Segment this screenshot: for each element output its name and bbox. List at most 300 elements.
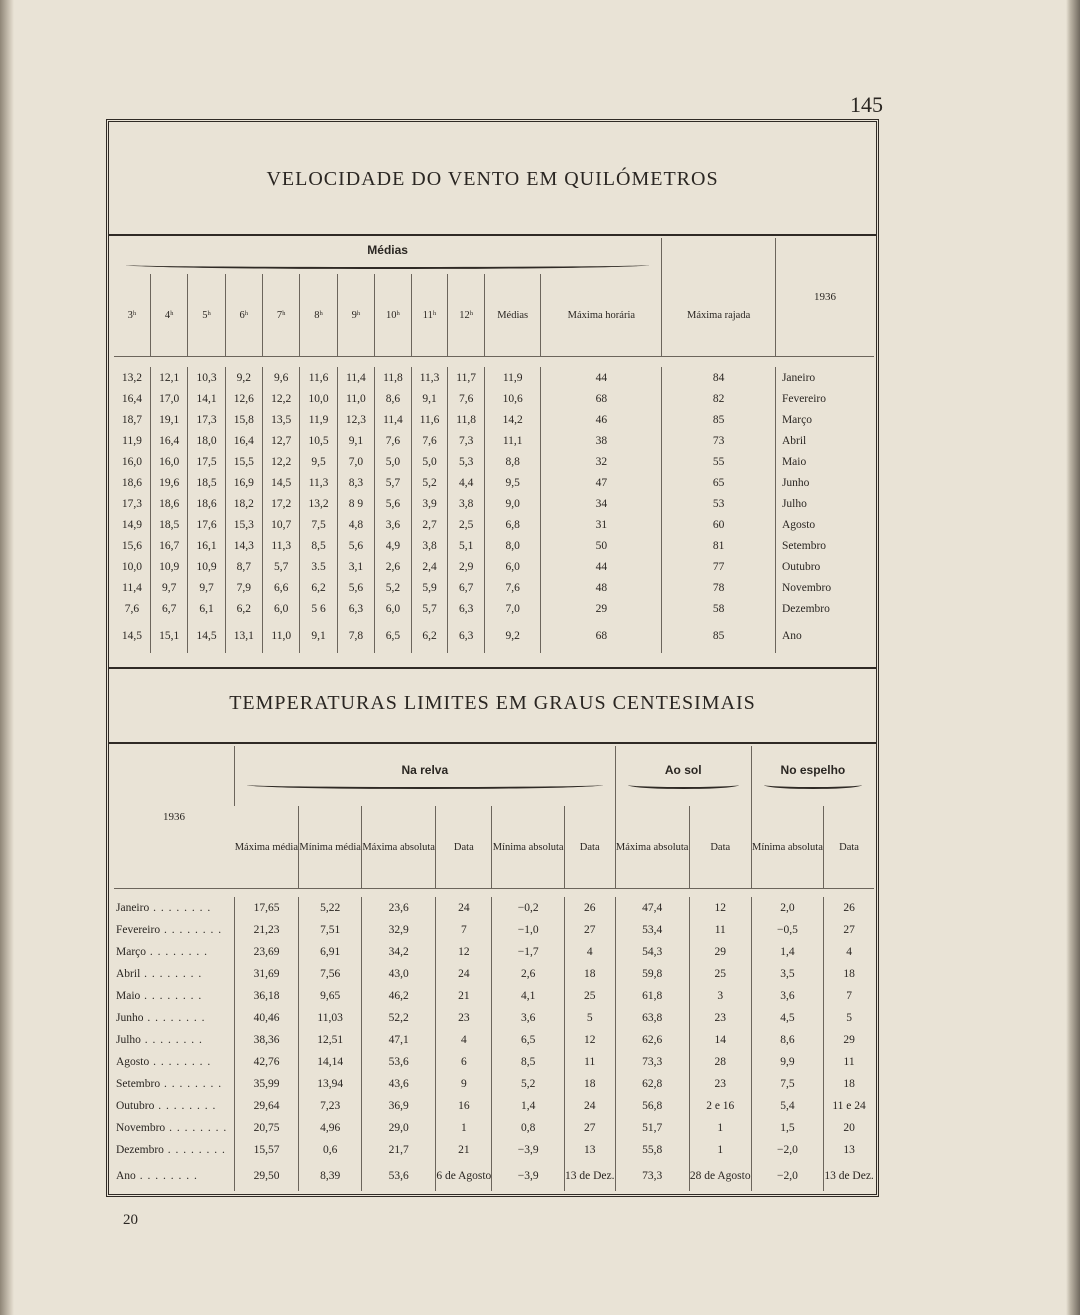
- wind-cell: 11,6: [411, 409, 448, 430]
- wind-cell: 4,4: [448, 472, 485, 493]
- wind-cell: 46: [541, 409, 662, 430]
- wind-row: [114, 493, 874, 514]
- wind-cell: 2,7: [411, 514, 448, 535]
- wind-column-header: 11ʰ: [411, 274, 448, 357]
- wind-cell: 19,6: [150, 472, 187, 493]
- temp-cell: 1,5: [751, 1117, 823, 1139]
- wind-cell: 12,2: [263, 451, 300, 472]
- table-frame: [106, 119, 879, 1197]
- wind-cell: 19,1: [150, 409, 187, 430]
- wind-cell: 9,0: [484, 493, 540, 514]
- temp-cell: 63,8: [615, 1007, 689, 1029]
- wind-cell: 10,3: [188, 367, 225, 388]
- wind-cell: 15,5: [225, 451, 262, 472]
- wind-cell: 5,7: [263, 556, 300, 577]
- wind-year: 1936: [813, 291, 836, 303]
- temp-cell: 25: [564, 985, 615, 1007]
- temp-cell: 47,1: [362, 1029, 436, 1051]
- wind-cell: 31: [541, 514, 662, 535]
- wind-cell: 6,7: [150, 598, 187, 619]
- wind-cell: 16,4: [225, 430, 262, 451]
- temp-month-label: Dezembro . . .: [116, 1144, 226, 1156]
- temp-cell: 3,6: [492, 1007, 564, 1029]
- wind-row: [114, 556, 874, 577]
- wind-cell: 18,7: [121, 413, 143, 426]
- temp-cell: 43,0: [362, 963, 436, 985]
- wind-cell: 10,9: [188, 556, 225, 577]
- temp-cell: 5,4: [751, 1095, 823, 1117]
- wind-cell: 47: [541, 472, 662, 493]
- temp-cell: 42,76: [235, 1051, 299, 1073]
- wind-cell: 11,8: [375, 367, 412, 388]
- temp-cell: 21,7: [362, 1139, 436, 1161]
- temp-row: [114, 1051, 874, 1073]
- wind-cell: 11,1: [484, 430, 540, 451]
- wind-row: [114, 619, 874, 653]
- temp-month-label: Julho . . .: [116, 1034, 203, 1046]
- wind-cell: 6,1: [188, 598, 225, 619]
- temp-cell: 13,94: [299, 1073, 362, 1095]
- wind-cell: 6,7: [448, 577, 485, 598]
- group-no-espelho: No espelho: [780, 763, 846, 777]
- temp-cell: 20,75: [235, 1117, 299, 1139]
- temp-column-header: Data: [564, 806, 615, 889]
- temp-cell: 6: [436, 1051, 492, 1073]
- temp-month-label: Novembro . . .: [116, 1122, 227, 1134]
- brace-mark: [126, 261, 649, 269]
- temp-cell: 53,6: [362, 1051, 436, 1073]
- temp-year: 1936: [163, 811, 185, 823]
- wind-cell: 15,1: [150, 619, 187, 653]
- temp-row: [114, 963, 874, 985]
- wind-cell: 7,6: [448, 388, 485, 409]
- temp-cell: 23,69: [235, 941, 299, 963]
- temp-row: [114, 1029, 874, 1051]
- temp-cell: 11: [564, 1051, 615, 1073]
- page-gutter: [0, 0, 14, 1315]
- temp-cell: 54,3: [615, 941, 689, 963]
- temp-cell: 29: [689, 941, 751, 963]
- wind-cell: 5,6: [337, 577, 374, 598]
- temp-cell: 4,96: [299, 1117, 362, 1139]
- temp-cell: 11: [689, 919, 751, 941]
- wind-column-header: Máxima rajada: [662, 274, 776, 357]
- wind-cell: 7,6: [411, 430, 448, 451]
- wind-cell: 6,5: [375, 619, 412, 653]
- wind-month-label: Março: [775, 409, 874, 430]
- wind-cell: 16,0: [150, 451, 187, 472]
- temp-cell: −3,9: [492, 1139, 564, 1161]
- wind-cell: 15,6: [121, 539, 143, 552]
- temp-cell: 1: [689, 1117, 751, 1139]
- temp-month-label: Janeiro . . .: [116, 902, 211, 914]
- wind-cell: 11,3: [300, 472, 337, 493]
- wind-cell: 3,8: [448, 493, 485, 514]
- wind-cell: 3,8: [411, 535, 448, 556]
- temp-row: [114, 1139, 874, 1161]
- temp-column-header: Mínima absoluta: [751, 806, 823, 889]
- temp-cell: −1,0: [492, 919, 564, 941]
- brace-mark: [628, 781, 739, 789]
- wind-cell: 3,6: [375, 514, 412, 535]
- wind-cell: 17,0: [150, 388, 187, 409]
- wind-month-label: Junho: [775, 472, 874, 493]
- temp-cell: 2,0: [751, 897, 823, 919]
- wind-cell: 15,3: [225, 514, 262, 535]
- wind-cell: 8,3: [337, 472, 374, 493]
- wind-column-header: 12ʰ: [448, 274, 485, 357]
- wind-cell: 11,4: [337, 367, 374, 388]
- page-number-bottom: 20: [123, 1212, 138, 1228]
- wind-cell: 11,3: [263, 535, 300, 556]
- wind-cell: 11,6: [300, 367, 337, 388]
- temp-cell: 36,18: [235, 985, 299, 1007]
- temp-cell: 18: [564, 963, 615, 985]
- wind-cell: 11,3: [411, 367, 448, 388]
- wind-cell: 16,1: [188, 535, 225, 556]
- temp-cell: 18: [564, 1073, 615, 1095]
- wind-cell: 12,6: [225, 388, 262, 409]
- temp-row: [114, 1161, 874, 1191]
- temp-cell: 5,22: [299, 897, 362, 919]
- temp-row: [114, 919, 874, 941]
- temp-cell: 18: [824, 1073, 874, 1095]
- wind-cell: 18,6: [188, 493, 225, 514]
- temp-cell: −1,7: [492, 941, 564, 963]
- wind-cell: 7,6: [484, 577, 540, 598]
- temp-row: [114, 1007, 874, 1029]
- wind-cell: 6,0: [484, 556, 540, 577]
- wind-cell: 38: [541, 430, 662, 451]
- temp-cell: 8,5: [492, 1051, 564, 1073]
- temp-cell: 23: [689, 1007, 751, 1029]
- temp-cell: 12,51: [299, 1029, 362, 1051]
- wind-cell: 8,0: [484, 535, 540, 556]
- temp-cell: 29,64: [235, 1095, 299, 1117]
- temp-cell: 46,2: [362, 985, 436, 1007]
- wind-month-label: Novembro: [775, 577, 874, 598]
- temp-cell: 40,46: [235, 1007, 299, 1029]
- temp-cell: 51,7: [615, 1117, 689, 1139]
- wind-cell: 48: [541, 577, 662, 598]
- temp-cell: 12: [436, 941, 492, 963]
- temp-cell: 4: [564, 941, 615, 963]
- wind-cell: 81: [662, 535, 776, 556]
- wind-cell: 9,1: [300, 619, 337, 653]
- wind-cell: 17,5: [188, 451, 225, 472]
- wind-cell: 78: [662, 577, 776, 598]
- wind-cell: 5,3: [448, 451, 485, 472]
- wind-cell: 13,1: [225, 619, 262, 653]
- temp-cell: 16: [436, 1095, 492, 1117]
- wind-cell: 7,9: [225, 577, 262, 598]
- wind-column-header: 4ʰ: [150, 274, 187, 357]
- temp-row: [114, 1117, 874, 1139]
- group-ao-sol: Ao sol: [664, 763, 702, 777]
- wind-cell: 85: [662, 619, 776, 653]
- temp-cell: 7,5: [751, 1073, 823, 1095]
- temp-cell: 4: [436, 1029, 492, 1051]
- wind-column-header: 9ʰ: [337, 274, 374, 357]
- temp-month-label: Março . . .: [116, 946, 208, 958]
- temp-cell: 27: [564, 919, 615, 941]
- wind-cell: 44: [541, 367, 662, 388]
- wind-cell: 3,1: [337, 556, 374, 577]
- temp-cell: 62,8: [615, 1073, 689, 1095]
- temp-cell: 5,2: [492, 1073, 564, 1095]
- wind-cell: 7,6: [375, 430, 412, 451]
- wind-cell: 55: [662, 451, 776, 472]
- temp-month-label: Abril . . .: [116, 968, 202, 980]
- temp-cell: 6,5: [492, 1029, 564, 1051]
- wind-column-header: 7ʰ: [263, 274, 300, 357]
- wind-cell: 5,6: [337, 535, 374, 556]
- wind-cell: 17,6: [188, 514, 225, 535]
- wind-cell: 34: [541, 493, 662, 514]
- wind-column-header: Médias: [484, 274, 540, 357]
- wind-title: VELOCIDADE DO VENTO EM QUILÓMETROS: [266, 168, 719, 190]
- temp-column-header: Data: [824, 806, 874, 889]
- temp-cell: 25: [689, 963, 751, 985]
- temp-top-rule: [109, 667, 876, 669]
- wind-cell: 8,7: [225, 556, 262, 577]
- temp-cell: 12: [564, 1029, 615, 1051]
- wind-cell: 16,9: [225, 472, 262, 493]
- temp-cell: 8,6: [751, 1029, 823, 1051]
- wind-cell: 18,6: [121, 476, 143, 489]
- temp-cell: 62,6: [615, 1029, 689, 1051]
- wind-cell: 16,4: [150, 430, 187, 451]
- temp-cell: 7,56: [299, 963, 362, 985]
- wind-cell: 17,2: [263, 493, 300, 514]
- wind-cell: 7,3: [448, 430, 485, 451]
- temp-cell: −2,0: [751, 1139, 823, 1161]
- temp-cell: 59,8: [615, 963, 689, 985]
- wind-cell: 5,7: [411, 598, 448, 619]
- wind-cell: 6,0: [375, 598, 412, 619]
- wind-cell: 11,9: [122, 434, 142, 447]
- wind-row: [114, 451, 874, 472]
- temp-column-header: Máxima absoluta: [362, 806, 436, 889]
- wind-cell: 29: [541, 598, 662, 619]
- temp-cell: 24: [564, 1095, 615, 1117]
- wind-cell: 65: [662, 472, 776, 493]
- wind-cell: 9,1: [411, 388, 448, 409]
- temp-cell: 9,65: [299, 985, 362, 1007]
- wind-row: [114, 535, 874, 556]
- temp-month-label: Maio . . .: [116, 990, 202, 1002]
- wind-cell: 4,9: [375, 535, 412, 556]
- wind-cell: 13,2: [121, 371, 143, 384]
- temp-cell: 14: [689, 1029, 751, 1051]
- temp-cell: 27: [564, 1117, 615, 1139]
- temp-cell: 11,03: [299, 1007, 362, 1029]
- wind-column-header: 3ʰ: [114, 274, 150, 357]
- wind-cell: 11,9: [300, 409, 337, 430]
- wind-cell: 10,5: [300, 430, 337, 451]
- wind-cell: 10,7: [263, 514, 300, 535]
- wind-cell: 6,3: [337, 598, 374, 619]
- temp-column-header: Máxima média: [235, 806, 299, 889]
- temp-cell: 5: [824, 1007, 874, 1029]
- temp-cell: 11: [824, 1051, 874, 1073]
- wind-row: [114, 367, 874, 388]
- temp-cell: −2,0: [751, 1161, 823, 1191]
- temp-cell: 36,9: [362, 1095, 436, 1117]
- wind-cell: 18,2: [225, 493, 262, 514]
- wind-cell: 11,9: [484, 367, 540, 388]
- temp-row: [114, 941, 874, 963]
- wind-cell: 12,2: [263, 388, 300, 409]
- wind-cell: 8 9: [337, 493, 374, 514]
- wind-cell: 11,7: [448, 367, 485, 388]
- temp-cell: 9,9: [751, 1051, 823, 1073]
- wind-cell: 77: [662, 556, 776, 577]
- wind-cell: 13,5: [263, 409, 300, 430]
- wind-row: [114, 430, 874, 451]
- temp-cell: 32,9: [362, 919, 436, 941]
- temp-header-rule: [109, 742, 876, 744]
- temp-cell: 21: [436, 1139, 492, 1161]
- wind-cell: 5,9: [411, 577, 448, 598]
- temp-cell: 12: [689, 897, 751, 919]
- wind-cell: 6,3: [448, 598, 485, 619]
- temp-cell: 43,6: [362, 1073, 436, 1095]
- temp-cell: 13 de Dez.: [564, 1161, 615, 1191]
- wind-cell: 10,9: [150, 556, 187, 577]
- temp-cell: 53,6: [362, 1161, 436, 1191]
- temp-cell: 27: [824, 919, 874, 941]
- wind-cell: 8,6: [375, 388, 412, 409]
- temp-cell: −0,5: [751, 919, 823, 941]
- temp-month-label: Junho . . .: [116, 1012, 205, 1024]
- wind-cell: 44: [541, 556, 662, 577]
- temp-cell: 17,65: [235, 897, 299, 919]
- temp-cell: 5: [564, 1007, 615, 1029]
- temp-cell: 1,4: [492, 1095, 564, 1117]
- wind-cell: 53: [662, 493, 776, 514]
- wind-cell: 68: [541, 619, 662, 653]
- wind-cell: 6,2: [300, 577, 337, 598]
- temp-month-label: Fevereiro . . .: [116, 924, 222, 936]
- wind-cell: 5 6: [300, 598, 337, 619]
- temp-cell: 15,57: [235, 1139, 299, 1161]
- wind-cell: 18,5: [150, 514, 187, 535]
- wind-column-header: 10ʰ: [375, 274, 412, 357]
- temp-cell: 26: [564, 897, 615, 919]
- wind-month-label: Outubro: [775, 556, 874, 577]
- temp-cell: 29,0: [362, 1117, 436, 1139]
- temp-title: TEMPERATURAS LIMITES EM GRAUS CENTESIMAIS: [229, 692, 756, 714]
- wind-cell: 9,7: [188, 577, 225, 598]
- wind-cell: 2,9: [448, 556, 485, 577]
- wind-cell: 7,8: [337, 619, 374, 653]
- wind-cell: 7,5: [300, 514, 337, 535]
- temp-row: [114, 985, 874, 1007]
- temp-cell: 1,4: [751, 941, 823, 963]
- wind-cell: 14,5: [121, 630, 143, 642]
- temp-cell: 23,6: [362, 897, 436, 919]
- wind-cell: 6,2: [411, 619, 448, 653]
- temp-cell: 13: [824, 1139, 874, 1161]
- temp-cell: 23: [689, 1073, 751, 1095]
- temp-cell: 1: [436, 1117, 492, 1139]
- temp-month-label: Agosto . . .: [116, 1056, 211, 1068]
- group-na-relva: Na relva: [401, 763, 449, 777]
- wind-cell: 18,6: [150, 493, 187, 514]
- temp-cell: 13: [564, 1139, 615, 1161]
- wind-cell: 73: [662, 430, 776, 451]
- wind-cell: 16,4: [121, 392, 143, 405]
- wind-top-rule: [109, 234, 876, 236]
- temp-column-header: Data: [689, 806, 751, 889]
- wind-cell: 60: [662, 514, 776, 535]
- temp-cell: 34,2: [362, 941, 436, 963]
- temp-cell: 24: [436, 963, 492, 985]
- temp-month-label: Outubro . . .: [116, 1100, 216, 1112]
- temp-row: [114, 1095, 874, 1117]
- wind-cell: 5,2: [411, 472, 448, 493]
- wind-cell: 2,6: [375, 556, 412, 577]
- wind-cell: 6,0: [263, 598, 300, 619]
- temp-cell: 2,6: [492, 963, 564, 985]
- wind-column-header: 8ʰ: [300, 274, 337, 357]
- wind-cell: 85: [662, 409, 776, 430]
- wind-month-label: Dezembro: [775, 598, 874, 619]
- wind-cell: 6,6: [263, 577, 300, 598]
- wind-cell: 18,0: [188, 430, 225, 451]
- temp-cell: 21,23: [235, 919, 299, 941]
- wind-cell: 9,1: [337, 430, 374, 451]
- wind-cell: 32: [541, 451, 662, 472]
- wind-cell: 58: [662, 598, 776, 619]
- wind-cell: 12,7: [263, 430, 300, 451]
- temp-cell: 7,23: [299, 1095, 362, 1117]
- temp-cell: 61,8: [615, 985, 689, 1007]
- wind-cell: 3.5: [300, 556, 337, 577]
- wind-cell: 3,9: [411, 493, 448, 514]
- temp-cell: 6 de Agosto: [436, 1161, 492, 1191]
- temp-cell: 73,3: [615, 1051, 689, 1073]
- wind-cell: 50: [541, 535, 662, 556]
- wind-row: [114, 577, 874, 598]
- wind-cell: 11,0: [337, 388, 374, 409]
- temp-cell: 1: [689, 1139, 751, 1161]
- temp-cell: 35,99: [235, 1073, 299, 1095]
- wind-cell: 5,1: [448, 535, 485, 556]
- wind-month-label: Julho: [775, 493, 874, 514]
- wind-month-label: Ano: [775, 619, 874, 653]
- wind-cell: 4,8: [337, 514, 374, 535]
- wind-cell: 14,9: [121, 518, 143, 531]
- wind-cell: 17,3: [121, 497, 143, 510]
- wind-cell: 82: [662, 388, 776, 409]
- wind-cell: 8,5: [300, 535, 337, 556]
- temperature-table: [114, 746, 874, 1191]
- temp-cell: 0,8: [492, 1117, 564, 1139]
- wind-cell: 5,7: [375, 472, 412, 493]
- temp-cell: 2 e 16: [689, 1095, 751, 1117]
- wind-row: [114, 409, 874, 430]
- temp-cell: 53,4: [615, 919, 689, 941]
- temp-cell: 4,5: [751, 1007, 823, 1029]
- brace-mark: [247, 781, 603, 789]
- temp-cell: 7: [436, 919, 492, 941]
- temp-cell: 52,2: [362, 1007, 436, 1029]
- wind-cell: 7,6: [124, 602, 140, 615]
- temp-row: [114, 897, 874, 919]
- wind-row: [114, 598, 874, 619]
